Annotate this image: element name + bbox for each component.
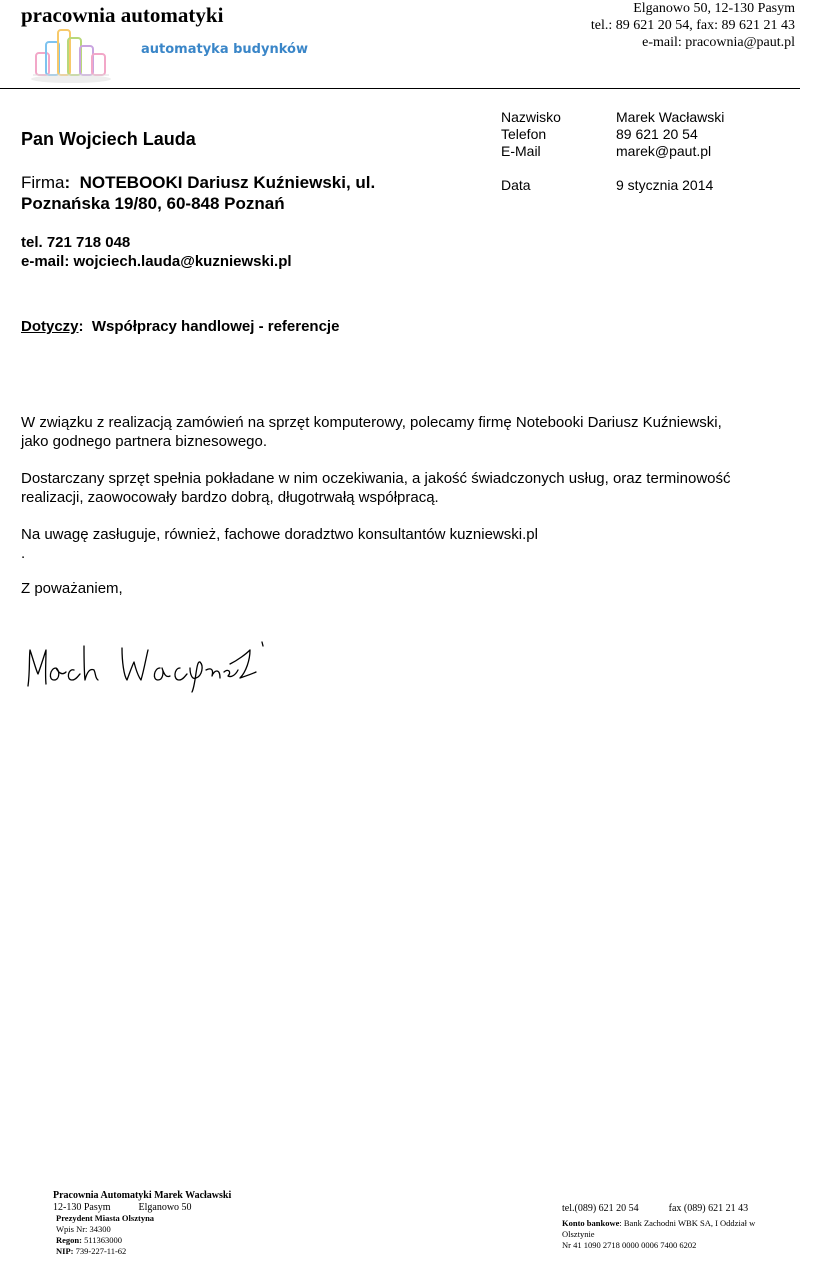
bank-text: : Bank Zachodni WBK SA, I Oddział w xyxy=(619,1217,756,1228)
regon-value: 511363000 xyxy=(84,1235,123,1245)
registry-value: 34300 xyxy=(89,1224,111,1234)
subject-label: Dotyczy xyxy=(21,318,79,335)
footer-company-name: Pracownia Automatyki Marek Wacławski xyxy=(53,1190,232,1201)
recipient-tel: tel. 721 718 048 xyxy=(21,234,131,251)
bank-label: Konto bankowe xyxy=(562,1217,620,1228)
closing-salutation: Z poważaniem, xyxy=(21,580,123,597)
recipient-email: e-mail: wojciech.lauda@kuzniewski.pl xyxy=(21,253,292,270)
footer-registry-authority: Prezydent Miasta Olsztyna xyxy=(56,1213,155,1223)
body-line: realizacji, zaowocowały bardzo dobrą, długotrwałą współpracą. xyxy=(21,489,439,506)
footer-street: Elganowo 50 xyxy=(138,1201,192,1213)
nip-label: NIP: xyxy=(56,1246,74,1256)
recipient-firm-line1 xyxy=(21,172,375,193)
footer-postal: 12-130 Pasym xyxy=(53,1201,111,1213)
company-logo xyxy=(30,26,112,84)
regon-label: Regon: xyxy=(56,1235,82,1245)
footer-registry xyxy=(56,1224,231,1235)
header-address: Elganowo 50, 12-130 Pasym xyxy=(633,1,795,16)
meta-value: marek@paut.pl xyxy=(616,143,712,159)
body-line: jako godnego partnera biznesowego. xyxy=(21,433,268,450)
header-phones: tel.: 89 621 20 54, fax: 89 621 21 43 xyxy=(590,18,795,33)
body-paragraph-2 xyxy=(21,469,801,507)
recipient-name: Pan Wojciech Lauda xyxy=(21,129,196,149)
footer-address-line xyxy=(53,1202,231,1214)
subject-text: Współpracy handlowej - referencje xyxy=(91,318,340,335)
meta-label: Nazwisko xyxy=(501,109,561,125)
body-paragraph-3 xyxy=(21,525,801,563)
handwritten-signature xyxy=(24,632,269,694)
body-line: Dostarczany sprzęt spełnia pokładane w nim oczekiwania, a jakość świadczonych usług, oraz terminowość xyxy=(21,470,731,487)
header-divider xyxy=(0,88,800,89)
footer-nip xyxy=(56,1246,231,1257)
body-line: Na uwagę zasługuje, również, fachowe doradztwo konsultantów kuzniewski.pl xyxy=(21,526,538,543)
footer-phones xyxy=(562,1203,755,1215)
date-value: 9 stycznia 2014 xyxy=(616,177,714,193)
recipient-firm xyxy=(21,172,375,214)
body-line: . xyxy=(21,545,26,562)
body-line: W związku z realizacją zamówień na sprzęt komputerowy, polecamy firmę Notebooki Dariusz Kuźniewski, xyxy=(21,414,722,431)
firm-address: Poznańska 19/80, 60-848 Poznań xyxy=(21,194,285,213)
footer-account: Nr 41 1090 2718 0000 0006 7400 6202 xyxy=(562,1239,697,1250)
recipient-contact xyxy=(21,233,292,271)
meta-value: Marek Wacławski xyxy=(616,109,725,125)
firm-label: Firma xyxy=(21,173,65,192)
footer-regon xyxy=(56,1235,231,1246)
registry-label: Wpis Nr: xyxy=(56,1224,88,1234)
footer-contact-bank xyxy=(562,1203,755,1251)
nip-value: 739-227-11-62 xyxy=(75,1246,127,1256)
date-label: Data xyxy=(501,177,531,193)
subject-line xyxy=(21,318,339,335)
header-email: e-mail: pracownia@paut.pl xyxy=(642,35,795,50)
footer-tel: tel.(089) 621 20 54 xyxy=(562,1203,639,1214)
firm-colon: : xyxy=(64,173,71,192)
footer-fax: fax (089) 621 21 43 xyxy=(668,1203,749,1214)
footer-company-info xyxy=(53,1190,231,1257)
meta-value: 89 621 20 54 xyxy=(616,126,698,142)
company-tagline: automatyka budynków xyxy=(141,42,308,57)
body-paragraph-1 xyxy=(21,413,801,451)
footer-bank-city: Olsztynie xyxy=(562,1228,595,1239)
subject-colon: : xyxy=(78,318,84,335)
footer-bank xyxy=(562,1218,755,1229)
company-name: pracownia automatyki xyxy=(21,3,224,27)
meta-label: Telefon xyxy=(501,126,547,142)
meta-label: E-Mail xyxy=(501,143,541,159)
firm-name: NOTEBOOKI Dariusz Kuźniewski, ul. xyxy=(79,173,376,192)
